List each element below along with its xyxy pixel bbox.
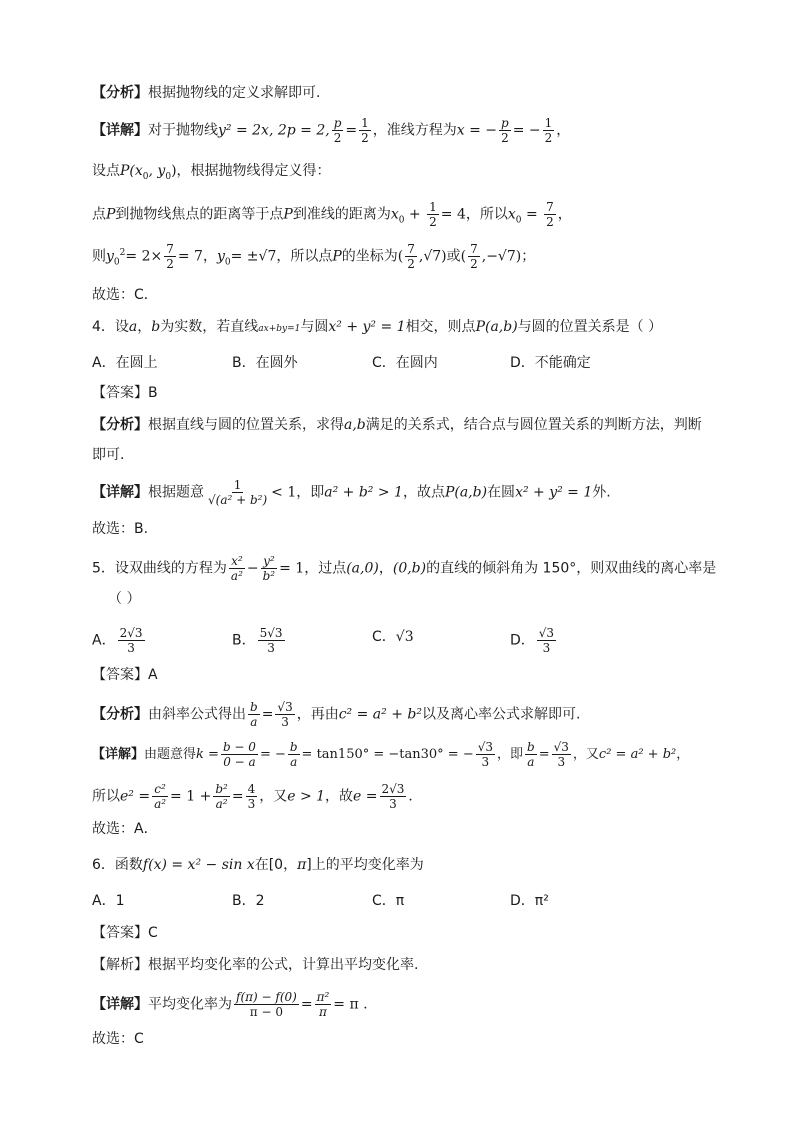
q6-stem: 6．函数f(x) = x² − sin x在[0，π]上的平均变化率为 — [92, 857, 424, 873]
q4-analysis-cont: 即可. — [92, 447, 125, 463]
q6-option-d: D．π² — [510, 893, 549, 909]
q3-detail-line1: 【详解】对于抛物线y² = 2x, 2p = 2, $\frac{p}{2}$ = $\frac{1}{2}$ ，准线方程为x = − $\frac{p}{2}$ = − $\frac{1}{2}$ ， — [92, 116, 571, 145]
q5-detail2: 所以e² = $\frac{\text{c²}}{\text{a²}}$ = 1 + $\frac{\text{b²}}{\text{a²}}$ = $\frac{4}{3}$ ，又e > 1，故e = $\frac{2√3}{3}$ ． — [92, 782, 423, 811]
fraction-x2-over-a2: $\frac{\text{x²}}{\text{a²}}$ — [230, 554, 243, 583]
q5-stem-paren: （ ） — [108, 591, 141, 607]
fraction-b-over-a: $\frac{b}{a}$ — [250, 700, 258, 729]
fraction-1-over-2-c: $\frac{1}{2}$ — [429, 200, 437, 229]
fraction-b-over-a-b: $\frac{b}{a}$ — [289, 740, 298, 769]
q3-line2: 设点$P(x_0$, $y_0$)，根据抛物线得定义得： — [92, 163, 331, 182]
q5-option-c: C．√3 — [372, 629, 414, 645]
analysis-text: 根据抛物线的定义求解即可. — [148, 85, 321, 101]
q3-line3: 点P到抛物线焦点的距离等于点P到准线的距离为$x_0$ + $\frac{1}{2}$ = 4，所以$x_0$ = $\frac{7}{2}$ ， — [92, 200, 572, 229]
fraction-sqrt3-over-3-b: $\frac{√3}{3}$ — [477, 740, 494, 769]
fraction-average-rate: $\frac{f(\pi) - f(0)}{\pi - 0}$ — [236, 990, 297, 1019]
detail-mid: ，准线方程为 — [372, 122, 457, 139]
q6-answer-line: 故选：C — [92, 1031, 144, 1047]
fraction-4-over-3: $\frac{4}{3}$ — [247, 782, 256, 811]
fraction-sqrt3-over-3-c: $\frac{√3}{3}$ — [553, 740, 569, 769]
fraction-7-over-2: $\frac{7}{2}$ — [546, 200, 554, 229]
fraction-sqrt3-over-3: $\frac{√3}{3}$ — [277, 700, 293, 729]
q6-option-c: C．π — [372, 893, 405, 909]
analysis-tag: 【分析】 — [92, 85, 148, 101]
fraction-1-over-2: $\frac{1}{2}$ — [361, 116, 369, 145]
q5-detail: 【详解】由题意得k = $\frac{b - 0}{0 - a}$ = − $\frac{b}{a}$ = tan150° = −tan30° = − $\frac{√3}{3}$ ，即 $\frac{b}{a}$ = $\frac{√3}{3}$ ，又c² = a² + b²， — [92, 740, 690, 769]
fraction-b-over-a-c: $\frac{b}{a}$ — [527, 740, 535, 769]
q4-option-c: C．在圆内 — [372, 355, 438, 371]
fraction-pi2-over-pi: $\frac{\text{π²}}{\pi}$ — [316, 990, 330, 1019]
q5-option-a: A． $\frac{2√3}{3}$ — [92, 626, 143, 655]
q5-answer: 【答案】A — [92, 667, 158, 683]
fraction-2sqrt3-over-3: $\frac{2√3}{3}$ — [381, 782, 405, 811]
fraction-7-over-2-d: $\frac{7}{2}$ — [470, 242, 478, 272]
fraction-c2-over-a2: $\frac{\text{c²}}{\text{a²}}$ — [154, 782, 167, 811]
detail-tail: ， — [556, 122, 571, 139]
fraction-7-over-2-b: $\frac{7}{2}$ — [166, 242, 174, 272]
q5-analysis: 【分析】由斜率公式得出 $\frac{b}{a}$ = $\frac{√3}{3}$ ，再由c² = a² + b²以及离心率公式求解即可. — [92, 700, 581, 729]
detail-text: 对于抛物线 — [148, 122, 218, 139]
q3-analysis — [92, 82, 732, 104]
q3-line4: 则$y_0^2= 2\times$ $\frac{7}{2}$ = 7，$y_0= \pm√7$，所以点P的坐标为( $\frac{7}{2}$ ,√7)或( $\frac{7}{2}$ ,−√7)； — [92, 242, 536, 272]
q6-option-b: B．2 — [232, 893, 265, 909]
q5-stem: 5．设双曲线的方程为 $\frac{\text{x²}}{\text{a²}}$ − $\frac{\text{y²}}{\text{b²}}$ = 1，过点(a,0)，(0,b)的直线的倾斜角为 150°，则双曲线的离心率是 — [92, 554, 717, 583]
q6-option-a: A．1 — [92, 893, 125, 909]
q5-option-b: B． $\frac{5√3}{3}$ — [232, 626, 283, 655]
q4-analysis: 【分析】根据直线与圆的位置关系，求得a,b满足的关系式，结合点与圆位置关系的判断方法，判断 — [92, 417, 702, 433]
fraction-7-over-2-c: $\frac{7}{2}$ — [407, 242, 415, 272]
q6-analysis: 【解析】根据平均变化率的公式，计算出平均变化率. — [92, 957, 419, 973]
q3-answer-line: 故选：C． — [92, 287, 158, 303]
directrix-eq: x = − — [456, 122, 498, 139]
fraction-b2-over-a2: $\frac{\text{b²}}{\text{a²}}$ — [215, 782, 228, 811]
q6-answer: 【答案】C — [92, 925, 158, 941]
fraction-1-over-2-b: $\frac{1}{2}$ — [544, 116, 553, 145]
q5-option-a-fraction: $\frac{2√3}{3}$ — [119, 626, 143, 655]
q5-answer-line: 故选：A． — [92, 821, 158, 837]
q4-option-d: D．不能确定 — [510, 355, 591, 371]
q5-option-b-fraction: $\frac{5√3}{3}$ — [259, 626, 283, 655]
detail-tag: 【详解】 — [92, 122, 148, 139]
q4-option-b: B．在圆外 — [232, 355, 298, 371]
q4-detail: 【详解】根据题意 $\frac{1}{\text{√(a² + b²)}}$ < 1，即a² + b² > 1，故点P(a,b)在圆x² + y² = 1外. — [92, 478, 611, 507]
q4-answer: 【答案】B — [92, 385, 158, 401]
q4-answer-line: 故选：B. — [92, 521, 149, 537]
fraction-y2-over-b2: $\frac{\text{y²}}{\text{b²}}$ — [262, 554, 276, 583]
q4-stem: 4．设a，b为实数，若直线ax+by=1与圆x² + y² = 1相交，则点P(a,b)与圆的位置关系是（ ） — [92, 319, 663, 335]
q5-option-d-fraction: $\frac{√3}{3}$ — [538, 626, 555, 655]
detail-math: y² = 2x, 2p = 2, — [218, 122, 330, 139]
q6-detail: 【详解】平均变化率为 $\frac{f(\pi) - f(0)}{\pi - 0}$ = $\frac{\text{π²}}{\pi}$ = π . — [92, 990, 368, 1019]
fraction-p-over-2-b: $\frac{p}{2}$ — [501, 116, 509, 145]
q5-option-d: D． $\frac{√3}{3}$ — [510, 626, 555, 655]
fraction-1-over-sqrt: $\frac{1}{\text{√(a² + b²)}}$ — [208, 478, 268, 507]
fraction-p-over-2: $\frac{p}{2}$ — [333, 116, 342, 145]
fraction-slope: $\frac{b - 0}{0 - a}$ — [222, 740, 256, 769]
q4-option-a: A．在圆上 — [92, 355, 158, 371]
